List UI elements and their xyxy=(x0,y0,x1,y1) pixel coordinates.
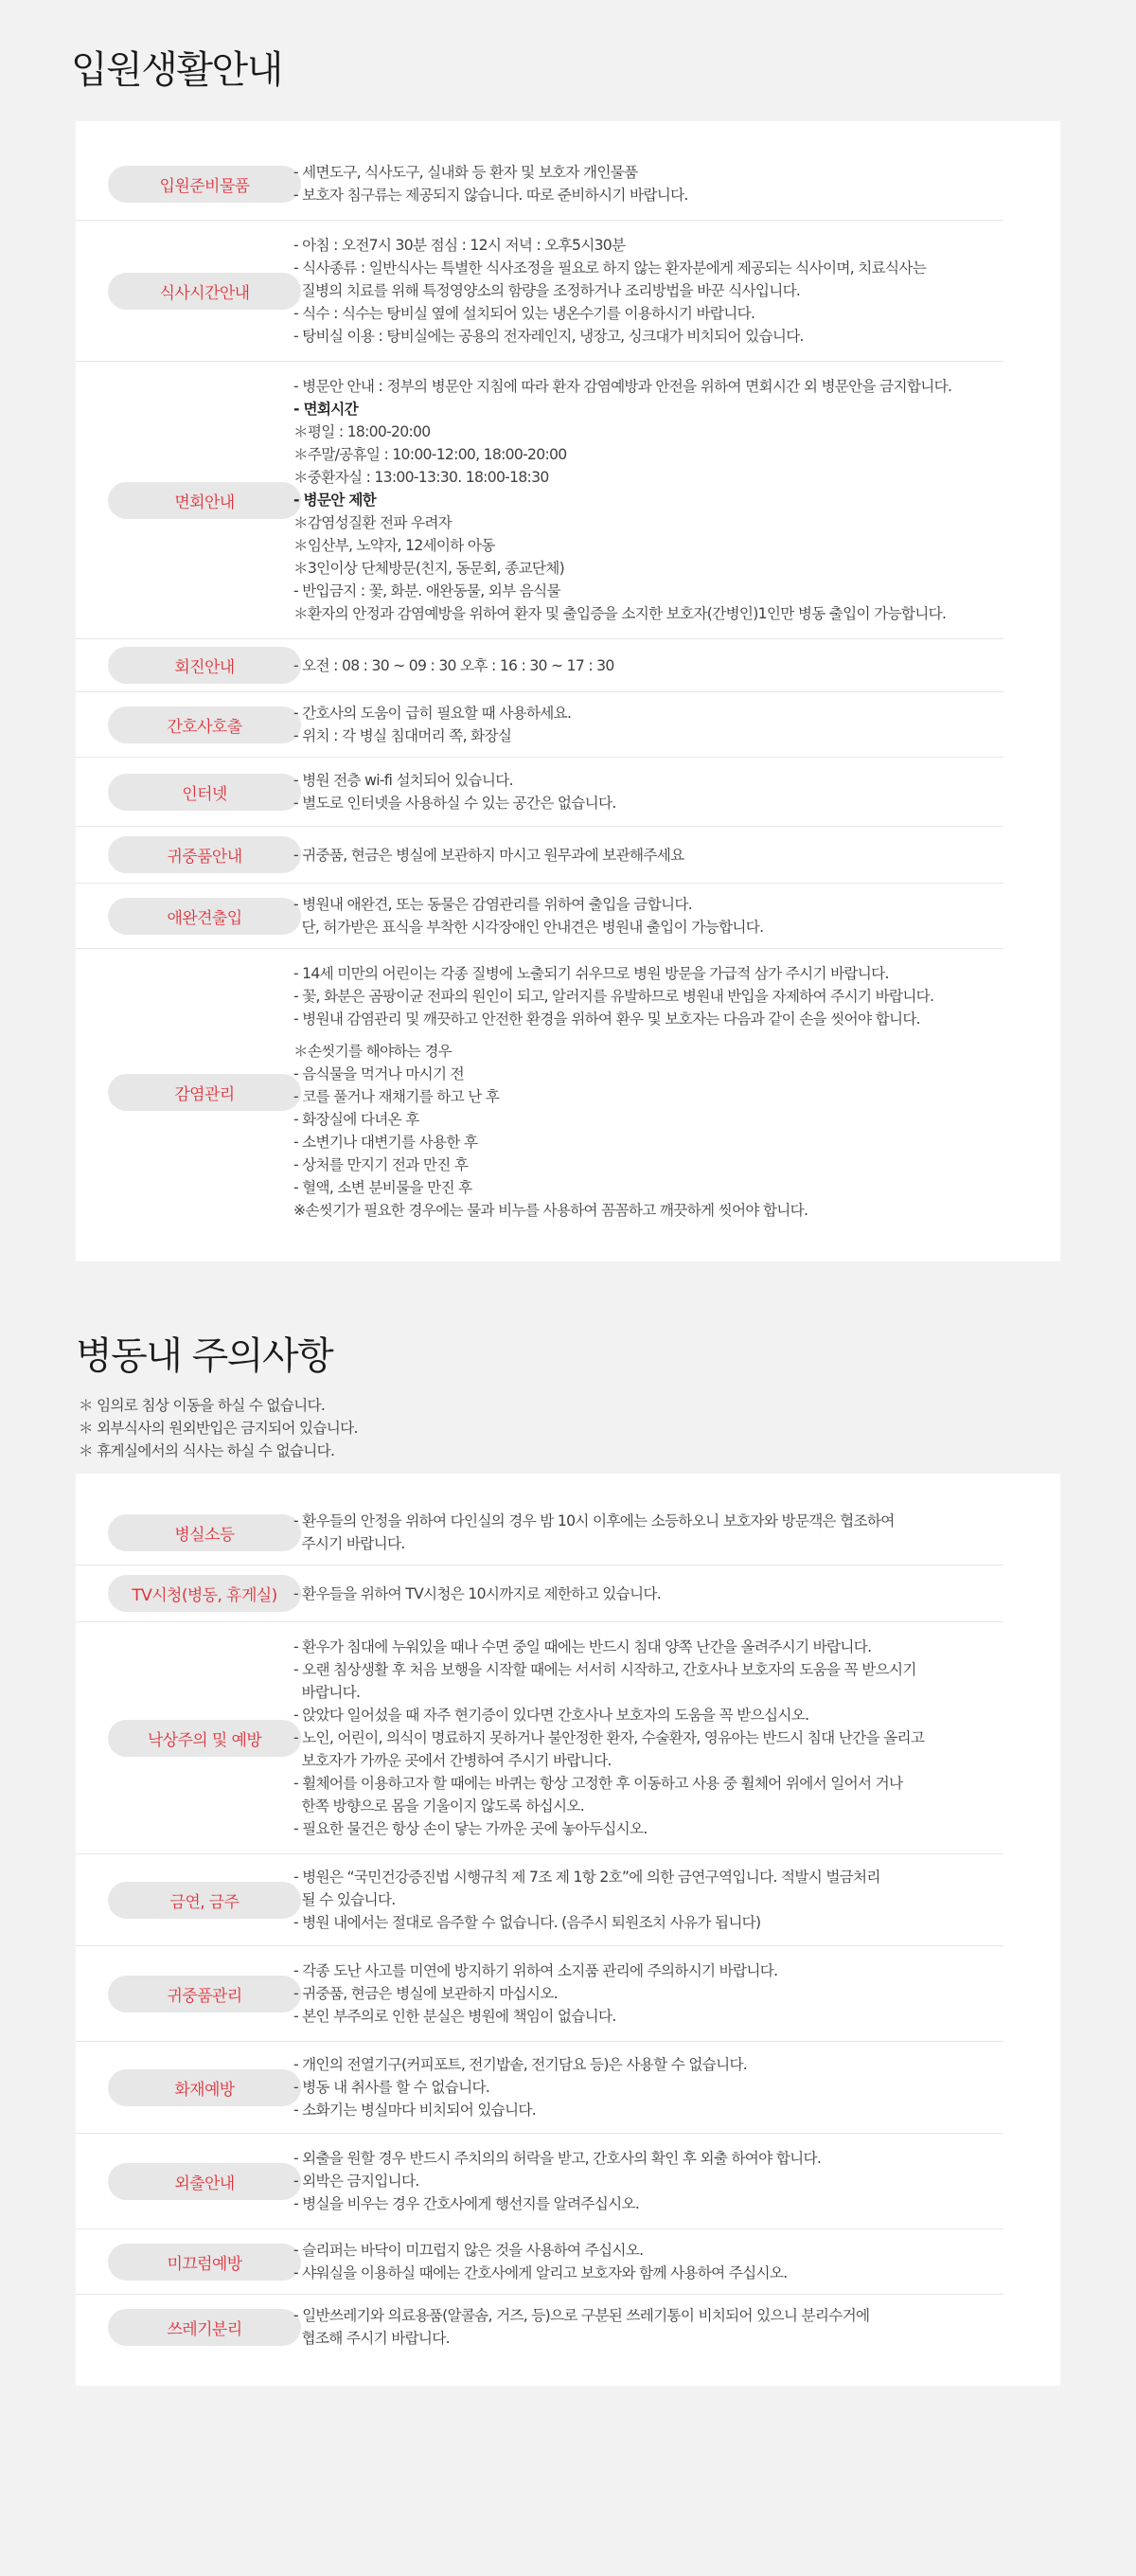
info-row xyxy=(76,638,1003,691)
content-line: ※손씻기가 필요한 경우에는 물과 비누를 사용하여 꼼꼼하고 깨끗하게 씻어야 합니다. xyxy=(293,1202,808,1219)
content-line: - 보호자 침구류는 제공되지 않습니다. 따로 준비하시기 바랍니다. xyxy=(293,187,688,204)
row-content xyxy=(293,702,1003,747)
row-content xyxy=(293,844,1003,867)
content-line: ＊임산부, 노약자, 12세이하 아동 xyxy=(293,537,495,554)
row-content xyxy=(293,654,1003,677)
content-line: - 환우들을 위하여 TV시청은 10시까지로 제한하고 있습니다. xyxy=(293,1584,661,1602)
content-line: - 귀중품, 현금은 병실에 보관하지 마시고 원무과에 보관해주세요 xyxy=(293,846,684,864)
content-line: - 간호사의 도움이 급히 필요할 때 사용하세요. xyxy=(293,705,572,722)
content-line: - 샤워실을 이용하실 때에는 간호사에게 알리고 보호자와 함께 사용하여 주십시오. xyxy=(293,2264,788,2281)
row-label-badge: 면회안내 xyxy=(108,482,301,519)
precaution-note: ＊ 임의로 침상 이동을 하실 수 없습니다. xyxy=(79,1397,326,1414)
content-line: - 14세 미만의 어린이는 각종 질병에 노출되기 쉬우므로 병원 방문을 가급적 삼가 주시기 바랍니다. xyxy=(293,965,889,982)
info-row xyxy=(76,2133,1003,2228)
info-row xyxy=(76,220,1003,361)
content-line: - 노인, 어린이, 의식이 명료하지 못하거나 불안정한 환자, 수술환자, 영유아는 반드시 침대 난간을 올리고 xyxy=(293,1729,925,1746)
content-line: - 반입금지 : 꽃, 화분. 애완동물, 외부 음식물 xyxy=(293,582,560,599)
content-line: - 병문안 안내 : 정부의 병문안 지침에 따라 환자 감염예방과 안전을 위하여 면회시간 외 병문안을 금지합니다. xyxy=(293,378,952,395)
row-content xyxy=(293,1636,1003,1840)
row-label-badge: 미끄럼예방 xyxy=(108,2244,301,2281)
row-content xyxy=(293,2053,1003,2121)
content-line: - 병원 내에서는 절대로 음주할 수 없습니다. (음주시 퇴원조치 사유가 됩니다) xyxy=(293,1914,761,1931)
row-content xyxy=(293,234,1003,348)
content-line: - 병실을 비우는 경우 간호사에게 행선지를 알려주십시오. xyxy=(293,2195,640,2212)
inpatient-guide-card xyxy=(76,121,1060,1261)
content-line: - 상처를 만지기 전과 만진 후 xyxy=(293,1156,469,1173)
content-line: - 슬리퍼는 바닥이 미끄럽지 않은 것을 사용하여 주십시오. xyxy=(293,2242,644,2259)
info-row xyxy=(76,1621,1003,1853)
info-row xyxy=(76,2294,1003,2359)
info-row xyxy=(76,2041,1003,2133)
content-line: 한쪽 방향으로 몸을 기울이지 않도록 하십시오. xyxy=(293,1798,584,1815)
content-line: - 병동 내 취사를 할 수 없습니다. xyxy=(293,2079,490,2096)
row-label-badge: 식사시간안내 xyxy=(108,273,301,310)
content-line: ＊3인이상 단체방문(친지, 동문회, 종교단체) xyxy=(293,560,564,577)
row-content xyxy=(293,1959,1003,2028)
row-content xyxy=(293,1510,1003,1555)
content-line: - 면회시간 xyxy=(293,401,358,418)
content-line: - 코를 풀거나 재채기를 하고 난 후 xyxy=(293,1088,500,1105)
content-line: - 음식물을 먹거나 마시기 전 xyxy=(293,1065,464,1082)
info-row xyxy=(76,1945,1003,2041)
content-line: - 위치 : 각 병실 침대머리 쪽, 화장실 xyxy=(293,727,512,744)
row-label-badge: 귀중품관리 xyxy=(108,1976,301,2012)
row-label-badge: 병실소등 xyxy=(108,1514,301,1551)
row-content xyxy=(293,962,1003,1222)
section-title-ward-precautions: 병동내 주의사항 xyxy=(76,1334,333,1378)
content-line: - 세면도구, 식사도구, 실내화 등 환자 및 보호자 개인물품 xyxy=(293,164,638,181)
content-line: - 소화기는 병실마다 비치되어 있습니다. xyxy=(293,2102,537,2119)
row-content xyxy=(293,2304,1003,2350)
info-row xyxy=(76,1565,1003,1621)
row-label-badge: TV시청(병동, 휴게실) xyxy=(108,1575,301,1612)
row-content xyxy=(293,2147,1003,2215)
content-line: - 꽃, 화분은 곰팡이균 전파의 원인이 되고, 알러지를 유발하므로 병원내 반입을 자제하여 주시기 바랍니다. xyxy=(293,988,934,1005)
content-line: ＊주말/공휴일 : 10:00-12:00, 18:00-20:00 xyxy=(293,446,567,463)
content-line: - 오랜 침상생활 후 처음 보행을 시작할 때에는 서서히 시작하고, 간호사나 보호자의 도움을 꼭 받으시기 xyxy=(293,1661,916,1678)
row-label-badge: 애완견출입 xyxy=(108,898,301,935)
content-line: - 아침 : 오전7시 30분 점심 : 12시 저녁 : 오후5시30분 xyxy=(293,237,626,254)
content-line: - 필요한 물건은 항상 손이 닿는 가까운 곳에 놓아두십시오. xyxy=(293,1820,648,1837)
content-line: - 식수 : 식수는 탕비실 옆에 설치되어 있는 냉온수기를 이용하시기 바랍니다. xyxy=(293,305,755,322)
info-row xyxy=(76,1500,1003,1565)
info-row xyxy=(76,148,1003,220)
content-line: 질병의 치료를 위해 특정영양소의 함량을 조정하거나 조리방법을 바꾼 식사입니다. xyxy=(293,282,801,299)
content-line xyxy=(293,1030,1003,1040)
row-content xyxy=(293,893,1003,939)
content-line: - 환우가 침대에 누워있을 때나 수면 중일 때에는 반드시 침대 양쪽 난간을 올려주시기 바랍니다. xyxy=(293,1638,872,1655)
info-row xyxy=(76,691,1003,757)
content-line: - 화장실에 다녀온 후 xyxy=(293,1111,419,1128)
info-row xyxy=(76,361,1003,638)
content-line: - 외박은 금지입니다. xyxy=(293,2173,419,2190)
content-line: ＊환자의 안정과 감염예방을 위하여 환자 및 출입증을 소지한 보호자(간병인)1인만 병동 출입이 가능합니다. xyxy=(293,605,947,622)
content-line: 주시기 바랍니다. xyxy=(293,1535,405,1552)
row-content xyxy=(293,2239,1003,2284)
content-line: ＊감염성질환 전파 우려자 xyxy=(293,514,453,531)
content-line: 단, 허가받은 표식을 부착한 시각장애인 안내견은 병원내 출입이 가능합니다. xyxy=(293,919,764,936)
content-line: - 병문안 제한 xyxy=(293,492,377,509)
content-line: - 병원내 감염관리 및 깨끗하고 안전한 환경을 위하여 환우 및 보호자는 다음과 같이 손을 씻어야 합니다. xyxy=(293,1011,920,1028)
content-line: - 각종 도난 사고를 미연에 방지하기 위하여 소지품 관리에 주의하시기 바랍니다. xyxy=(293,1962,778,1979)
precaution-note: ＊ 외부식사의 원외반입은 금지되어 있습니다. xyxy=(79,1420,358,1437)
content-line: - 휠체어를 이용하고자 할 때에는 바퀴는 항상 고정한 후 이동하고 사용 중 휠체어 위에서 일어서 거나 xyxy=(293,1775,903,1792)
content-line: - 귀중품, 현금은 병실에 보관하지 마십시오. xyxy=(293,1985,558,2002)
content-line: - 본인 부주의로 인한 분실은 병원에 책임이 없습니다. xyxy=(293,2008,616,2025)
content-line: 협조해 주시기 바랍니다. xyxy=(293,2330,450,2347)
content-line: - 식사종류 : 일반식사는 특별한 식사조정을 필요로 하지 않는 환자분에게 제공되는 식사이며, 치료식사는 xyxy=(293,259,927,277)
content-line: - 일반쓰레기와 의료용품(알콜솜, 거즈, 등)으로 구분된 쓰레기통이 비치되어 있으니 분리수거에 xyxy=(293,2307,870,2324)
section-title-inpatient-guide: 입원생활안내 xyxy=(71,48,282,92)
content-line: - 병원은 “국민건강증진법 시행규칙 제 7조 제 1항 2호”에 의한 금연구역입니다. 적발시 벌금처리 xyxy=(293,1869,880,1886)
content-line: ＊평일 : 18:00-20:00 xyxy=(293,423,431,440)
content-line: - 오전 : 08 : 30 ~ 09 : 30 오후 : 16 : 30 ~ 17 : 30 xyxy=(293,656,614,674)
content-line: - 앉았다 일어섰을 때 자주 현기증이 있다면 간호사나 보호자의 도움을 꼭 받으십시오. xyxy=(293,1707,809,1724)
content-line: - 외출을 원할 경우 반드시 주치의의 허락을 받고, 간호사의 확인 후 외출 하여야 합니다. xyxy=(293,2150,822,2167)
ward-precaution-notes xyxy=(0,1394,1136,1462)
row-content xyxy=(293,1866,1003,1934)
row-label-badge: 외출안내 xyxy=(108,2163,301,2200)
content-line: ＊중환자실 : 13:00-13:30. 18:00-18:30 xyxy=(293,469,549,486)
info-row xyxy=(76,826,1003,883)
row-label-badge: 쓰레기분리 xyxy=(108,2309,301,2346)
content-line: ＊손씻기를 해야하는 경우 xyxy=(293,1043,453,1060)
content-line: - 병원내 애완견, 또는 동물은 감염관리를 위하여 출입을 금합니다. xyxy=(293,896,692,913)
content-line: 보호자가 가까운 곳에서 간병하여 주시기 바랍니다. xyxy=(293,1752,612,1769)
row-label-badge: 간호사호출 xyxy=(108,707,301,743)
content-line: - 혈액, 소변 분비물을 만진 후 xyxy=(293,1179,472,1196)
row-label-badge: 회진안내 xyxy=(108,647,301,684)
row-label-badge: 낙상주의 및 예방 xyxy=(108,1720,301,1757)
content-line: 될 수 있습니다. xyxy=(293,1891,396,1908)
row-content xyxy=(293,769,1003,814)
ward-precautions-card xyxy=(76,1474,1060,2386)
row-label-badge: 귀중품안내 xyxy=(108,836,301,873)
row-label-badge: 입원준비물품 xyxy=(108,166,301,203)
info-row xyxy=(76,883,1003,948)
content-line: - 병원 전층 wi-fi 설치되어 있습니다. xyxy=(293,772,513,789)
info-row xyxy=(76,2228,1003,2294)
content-line: 바랍니다. xyxy=(293,1684,361,1701)
content-line: - 소변기나 대변기를 사용한 후 xyxy=(293,1134,478,1151)
info-row xyxy=(76,948,1003,1235)
row-label-badge: 금연, 금주 xyxy=(108,1882,301,1919)
row-content xyxy=(293,161,1003,206)
info-row xyxy=(76,757,1003,826)
content-line: - 별도로 인터넷을 사용하실 수 있는 공간은 없습니다. xyxy=(293,795,616,812)
content-line: - 환우들의 안정을 위하여 다인실의 경우 밤 10시 이후에는 소등하오니 보호자와 방문객은 협조하여 xyxy=(293,1512,895,1530)
row-label-badge: 인터넷 xyxy=(108,774,301,811)
precaution-note: ＊ 휴게실에서의 식사는 하실 수 없습니다. xyxy=(79,1442,335,1459)
row-content xyxy=(293,375,1003,625)
info-row xyxy=(76,1853,1003,1945)
row-content xyxy=(293,1583,1003,1605)
content-line: - 탕비실 이용 : 탕비실에는 공용의 전자레인지, 냉장고, 싱크대가 비치되어 있습니다. xyxy=(293,328,804,345)
content-line: - 개인의 전열기구(커피포트, 전기밥솥, 전기담요 등)은 사용할 수 없습니다. xyxy=(293,2056,748,2073)
row-label-badge: 화재예방 xyxy=(108,2069,301,2106)
row-label-badge: 감염관리 xyxy=(108,1074,301,1111)
